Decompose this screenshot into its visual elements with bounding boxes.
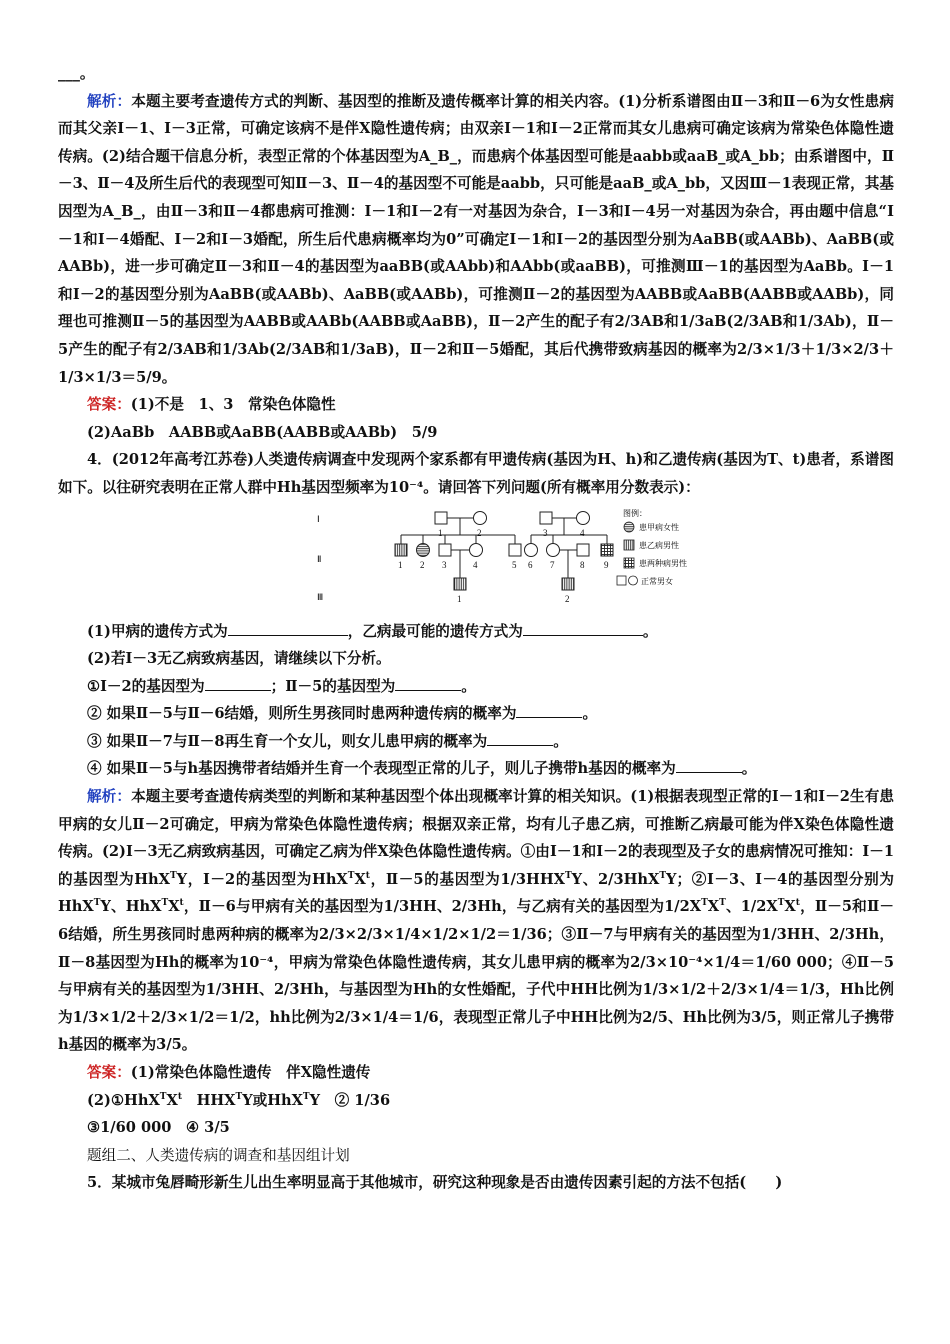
- q4-answer-line2: $(2)①HhX^TX^t$ $HHX^TY$或HhX$^T$Y ② 1/36: [87, 1091, 391, 1109]
- q5-stem: 5．某城市兔唇畸形新生儿出生率明显高于其他城市，研究这种现象是否由遗传因素引起的方法不包括( ): [87, 1174, 783, 1192]
- document-page: [58, 60, 894, 1197]
- q3-explanation: [58, 88, 894, 392]
- q4-answer-line1: 答案：(1)常染色体隐性遗传 伴X隐性遗传: [87, 1064, 371, 1081]
- gen-label-3: Ⅲ: [317, 591, 324, 602]
- answer-blank[interactable]: [523, 621, 643, 636]
- answer-blank[interactable]: [395, 676, 461, 691]
- answer-blank[interactable]: [228, 621, 348, 636]
- svg-text:3: 3: [442, 559, 447, 570]
- gen-label-2: Ⅱ: [317, 553, 322, 564]
- q4-sub2: (2)若Ⅰ－3无乙病致病基因，请继续以下分析。: [87, 650, 391, 668]
- gen-label-1: Ⅰ: [317, 513, 320, 524]
- q4-explanation: 解析：本题主要考查遗传病类型的判断和某种基因型个体出现概率计算的相关知识。(1)根据表现型正常的Ⅰ－1和Ⅰ－2生有患甲病的女儿Ⅱ－2可确定，甲病为常染色体隐性遗传病；根据双亲正常，均有儿子患乙病，可推断乙病最可能为伴X染色体隐性遗传病。(2)Ⅰ－3无乙病致病基因，可确定乙病为伴X染色体隐性遗传病。①由Ⅰ－1和Ⅰ－2的表现型及子女的患病情况可推知：Ⅰ－1的基因型为HhX$^T$Y，Ⅰ－2的基因型为$HhX^TX^t$，Ⅱ－5的基因型为$1/3HHX^TY$、2/3HhX$^T$Y；②Ⅰ－3、Ⅰ－4的基因型分别为HhX$^T$Y、$HhX^TX^t$，Ⅱ－6与甲病有关的基因型为1/3HH、2/3Hh，与乙病有关的基因型为$1/2X^TX^T$、$1/2X^TX^t$，Ⅱ－5和Ⅱ－6结婚，所生男孩同时患两种病的概率为2/3×2/3×1/4×1/2×1/2＝1/36；③Ⅱ－7与甲病有关的基因型为1/3HH、2/3Hh，Ⅱ－8基因型为Hh的概率为10⁻⁴，甲病为常染色体隐性遗传病，其女儿患甲病的概率为2/3×10⁻⁴×1/4＝1/60 000；④Ⅱ－5与甲病有关的基因型为1/3HH、2/3Hh，与基因型为Hh的女性婚配，子代中HH比例为1/3×1/2＋2/3×1/4＝1/3，Hh比例为1/3×1/2＋2/3×1/2＝1/2，hh比例为2/3×1/4＝1/6，表现型正常儿子中HH比例为2/5、Hh比例为3/5，则正常儿子携带h基因的概率为3/5。: [58, 788, 894, 1054]
- q3-answer-line2: (2)AaBb AABB或AaBB(AABB或AABb) 5/9: [87, 423, 438, 441]
- answer-blank[interactable]: [676, 758, 742, 773]
- pedigree-chart: [315, 508, 687, 614]
- q4-answer-line3: ③1/60 000 ④ 3/5: [87, 1119, 230, 1137]
- svg-text:患两种病男性: 患两种病男性: [639, 558, 687, 568]
- explanation-label: 解析：: [87, 92, 132, 110]
- pedigree-legend: [617, 508, 687, 586]
- svg-text:9: 9: [604, 559, 609, 570]
- svg-text:4: 4: [473, 559, 478, 570]
- pedigree-II-1: [395, 544, 407, 556]
- q4-stem: 4．(2012年高考江苏卷)人类遗传病调查中发现两个家系都有甲遗传病(基因为H、h)和乙遗传病(基因为T、t)患者，系谱图如下。以往研究表明在正常人群中Hh基因型频率为10⁻⁴。请回答下列问题(所有概率用分数表示)：: [58, 451, 894, 496]
- svg-text:患甲病女性: 患甲病女性: [639, 522, 679, 532]
- pedigree-II-2: [417, 543, 430, 556]
- svg-text:5: 5: [512, 559, 517, 570]
- svg-text:6: 6: [528, 559, 533, 570]
- svg-text:2: 2: [420, 559, 425, 570]
- pedigree-II-7: [547, 543, 560, 556]
- pedigree-II-8: [577, 544, 589, 556]
- svg-text:1: 1: [438, 527, 443, 538]
- pedigree-II-3: [439, 544, 451, 556]
- explanation-label: 解析：: [87, 788, 132, 806]
- pedigree-I-2: [474, 511, 487, 524]
- pedigree-II-9: [601, 544, 613, 556]
- pedigree-figure: [58, 508, 894, 614]
- pedigree-I-4: [577, 511, 590, 524]
- svg-text:3: 3: [543, 527, 548, 538]
- svg-text:1: 1: [398, 559, 403, 570]
- pedigree-II-5: [509, 544, 521, 556]
- top-fragment: ___。: [58, 65, 95, 82]
- pedigree-II-4: [470, 543, 483, 556]
- q4-sub2-4: ④ 如果Ⅱ－5与h基因携带者结婚并生育一个表现型正常的儿子，则儿子携带h基因的概率为 。: [87, 760, 757, 778]
- q4-sub2-2: ② 如果Ⅱ－5与Ⅱ－6结婚，则所生男孩同时患两种遗传病的概率为 。: [87, 705, 598, 723]
- pedigree-III-1: [454, 578, 466, 590]
- svg-text:8: 8: [580, 559, 585, 570]
- svg-text:2: 2: [565, 593, 570, 604]
- answer-blank[interactable]: [487, 731, 553, 746]
- answer-label: 答案：: [87, 396, 131, 414]
- pedigree-I-1: [435, 512, 447, 524]
- answer-blank[interactable]: [516, 703, 582, 718]
- svg-text:2: 2: [477, 527, 482, 538]
- answer-label: 答案：: [87, 1064, 131, 1081]
- q4-sub1: (1)甲病的遗传方式为 ，乙病最可能的遗传方式为 。: [87, 622, 658, 640]
- svg-text:1: 1: [457, 593, 462, 604]
- svg-text:正常男女: 正常男女: [641, 576, 673, 586]
- explanation-text: 本题主要考查遗传方式的判断、基因型的推断及遗传概率计算的相关内容。(1)分析系谱图由Ⅱ－3和Ⅱ－6为女性患病而其父亲Ⅰ－1、Ⅰ－3正常，可确定该病不是伴X隐性遗传病；由双亲Ⅰ－1和Ⅰ－2正常而其女儿患病可确定该病为常染色体隐性遗传病。(2)结合题干信息分析，表型正常的个体基因型为A_B_，而患病个体基因型可能是aabb或aaB_或A_bb；由系谱图中，Ⅱ－3、Ⅱ－4及所生后代的表现型可知Ⅱ－3、Ⅱ－4的基因型不可能是aabb，只可能是aaB_或A_bb，又因Ⅲ－1表现正常，其基因型为A_B_，由Ⅱ－3和Ⅱ－4都患病可推测：Ⅰ－1和Ⅰ－2有一对基因为杂合，Ⅰ－3和Ⅰ－4另一对基因为杂合，再由题中信息“Ⅰ－1和Ⅰ－4婚配、Ⅰ－2和Ⅰ－3婚配，所生后代患病概率均为0”可确定Ⅰ－1和Ⅰ－2的基因型分别为AaBB(或AABb)、AaBB(或AABb)，进一步可确定Ⅱ－3和Ⅱ－4的基因型为aaBB(或AAbb)和AAbb(或aaBB)，可推测Ⅲ－1的基因型为AaBb。Ⅰ－1和Ⅰ－2的基因型分别为AaBB(或AABb)、AaBB(或AABb)，可推测Ⅱ－2的基因型为AABB或AaBB(AABB或AABb)，同理也可推测Ⅱ－5的基因型为AABB或AABb(AABB或AaBB)，Ⅱ－2产生的配子有2/3AB和1/3aB(2/3AB和1/3Ab)，Ⅱ－5产生的配子有2/3AB和1/3Ab(2/3AB和1/3aB)，Ⅱ－2和Ⅱ－5婚配，其后代携带致病基因的概率为2/3×1/3＋1/3×2/3＋1/3×1/3＝5/9。: [58, 92, 894, 386]
- svg-text:患乙病男性: 患乙病男性: [639, 540, 679, 550]
- q4-sub2-3: ③ 如果Ⅱ－7与Ⅱ－8再生育一个女儿，则女儿患甲病的概率为 。: [87, 732, 568, 750]
- pedigree-III-2: [562, 578, 574, 590]
- svg-text:4: 4: [580, 527, 585, 538]
- pedigree-I-3: [540, 512, 552, 524]
- pedigree-II-6: [525, 543, 538, 556]
- group2-title: 题组二、人类遗传病的调查和基因组计划: [87, 1146, 350, 1164]
- q4-sub2-1: ①Ⅰ－2的基因型为 ；Ⅱ－5的基因型为 。: [87, 677, 476, 695]
- svg-text:7: 7: [550, 559, 555, 570]
- legend-title: 图例：: [623, 508, 647, 518]
- answer-blank[interactable]: [205, 676, 271, 691]
- q3-answer-line1: 答案：(1)不是 1、3 常染色体隐性: [87, 396, 336, 414]
